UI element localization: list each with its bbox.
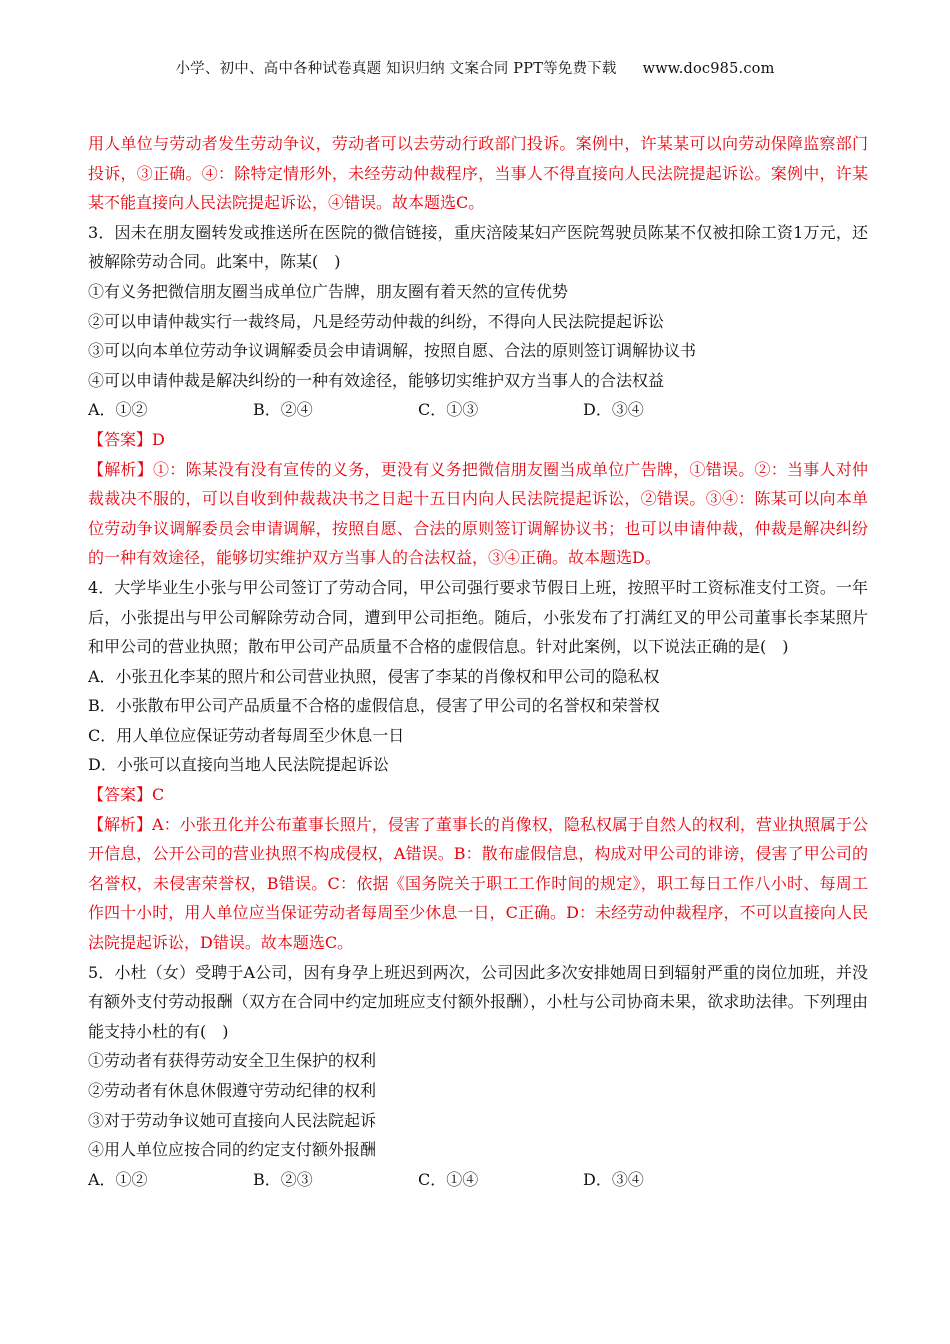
answer-options	[88, 1165, 868, 1195]
question-3	[88, 218, 868, 573]
option-c: C．①④	[418, 1169, 479, 1189]
header-site: www.doc985.com	[642, 61, 775, 77]
answer	[88, 780, 868, 810]
option-b: B．②③	[253, 1169, 313, 1189]
answer-value: D	[152, 429, 165, 449]
question-stem: 5．小杜（女）受聘于A公司，因有身孕上班迟到两次，公司因此多次安排她周日到辐射严重的岗位加班，并没有额外支付劳动报酬（双方在合同中约定加班应支付额外报酬），小杜与公司协商未果，欲求助法律。下列理由能支持小杜的有( )	[88, 962, 868, 1041]
question-4	[88, 573, 868, 958]
page-header	[0, 57, 950, 78]
choice-b: B．小张散布甲公司产品质量不合格的虚假信息，侵害了甲公司的名誉权和荣誉权	[88, 696, 660, 716]
document-body	[88, 129, 868, 1194]
choice-d: D．小张可以直接向当地人民法院提起诉讼	[88, 755, 389, 775]
statement-1: ①有义务把微信朋友圈当成单位广告牌，朋友圈有着天然的宣传优势	[88, 281, 569, 301]
question-stem: 4．大学毕业生小张与甲公司签订了劳动合同，甲公司强行要求节假日上班，按照平时工资标准支付工资。一年后，小张提出与甲公司解除劳动合同，遭到甲公司拒绝。随后，小张发布了打满红叉的甲公司董事长李某照片和甲公司的营业执照；散布甲公司产品质量不合格的虚假信息。针对此案例，以下说法正确的是( )	[88, 577, 868, 657]
option-a: A．①②	[88, 1169, 148, 1189]
analysis	[88, 455, 868, 573]
choice-a: A．小张丑化李某的照片和公司营业执照，侵害了李某的肖像权和甲公司的隐私权	[88, 666, 660, 686]
choice-c: C．用人单位应保证劳动者每周至少休息一日	[88, 725, 405, 745]
analysis-label: 【解析】	[88, 459, 154, 479]
answer-label: 【答案】	[88, 785, 153, 805]
analysis	[88, 810, 868, 958]
option-c: C．①③	[418, 400, 479, 420]
answer-options	[88, 395, 868, 425]
analysis-text: ①：陈某没有没有宣传的义务，更没有义务把微信朋友圈当成单位广告牌，①错误。②：当事人对仲裁裁决不服的，可以自收到仲裁裁决书之日起十五日内向人民法院提起诉讼，②错误。③④：陈某可以向本单位劳动争议调解委员会申请调解，按照自愿、合法的原则签订调解协议书；也可以申请仲裁，仲裁是解决纠纷的一种有效途径，能够切实维护双方当事人的合法权益，③④正确。故本题选D。	[88, 459, 868, 568]
option-a: A．①②	[88, 400, 148, 420]
statement-4: ④用人单位应按合同的约定支付额外报酬	[88, 1140, 377, 1160]
statement-3: ③可以向本单位劳动争议调解委员会申请调解，按照自愿、合法的原则签订调解协议书	[88, 341, 697, 361]
analysis-label: 【解析】	[88, 814, 153, 834]
statement-4: ④可以申请仲裁是解决纠纷的一种有效途径，能够切实维护双方当事人的合法权益	[88, 370, 665, 390]
answer	[88, 425, 868, 455]
option-d: D．③④	[583, 1169, 644, 1189]
statement-2: ②可以申请仲裁实行一裁终局，凡是经劳动仲裁的纠纷，不得向人民法院提起诉讼	[88, 311, 665, 331]
statement-2: ②劳动者有休息休假遵守劳动纪律的权利	[88, 1081, 377, 1100]
analysis-text: A：小张丑化并公布董事长照片，侵害了董事长的肖像权，隐私权属于自然人的权利，营业执照属于公开信息，公开公司的营业执照不构成侵权，A错误。B：散布虚假信息，构成对甲公司的诽谤，侵害了甲公司的名誉权，未侵害荣誉权，B错误。C：依据《国务院关于职工工作时间的规定》，职工每日工作八小时、每周工作四十小时，用人单位应当保证劳动者每周至少休息一日，C正确。D：未经劳动仲裁程序，不可以直接向人民法院提起诉讼，D错误。故本题选C。	[88, 814, 868, 953]
option-d: D．③④	[583, 400, 644, 420]
option-b: B．②④	[253, 400, 313, 420]
answer-label: 【答案】	[88, 429, 153, 449]
statement-1: ①劳动者有获得劳动安全卫生保护的权利	[88, 1051, 377, 1071]
question-stem: 3．因未在朋友圈转发或推送所在医院的微信链接，重庆涪陵某妇产医院驾驶员陈某不仅被扣除工资1万元，还被解除劳动合同。此案中，陈某( )	[88, 222, 868, 272]
header-text: 小学、初中、高中各种试卷真题 知识归纳 文案合同 PPT等免费下载	[175, 61, 617, 77]
prev-analysis: 用人单位与劳动者发生劳动争议，劳动者可以去劳动行政部门投诉。案例中，许某某可以向劳动保障监察部门投诉，③正确。④：除特定情形外，未经劳动仲裁程序，当事人不得直接向人民法院提起诉讼。案例中，许某某不能直接向人民法院提起诉讼，④错误。故本题选C。	[88, 134, 868, 213]
answer-value: C	[152, 785, 165, 805]
question-5	[88, 958, 868, 1195]
statement-3: ③对于劳动争议她可直接向人民法院起诉	[88, 1110, 377, 1130]
